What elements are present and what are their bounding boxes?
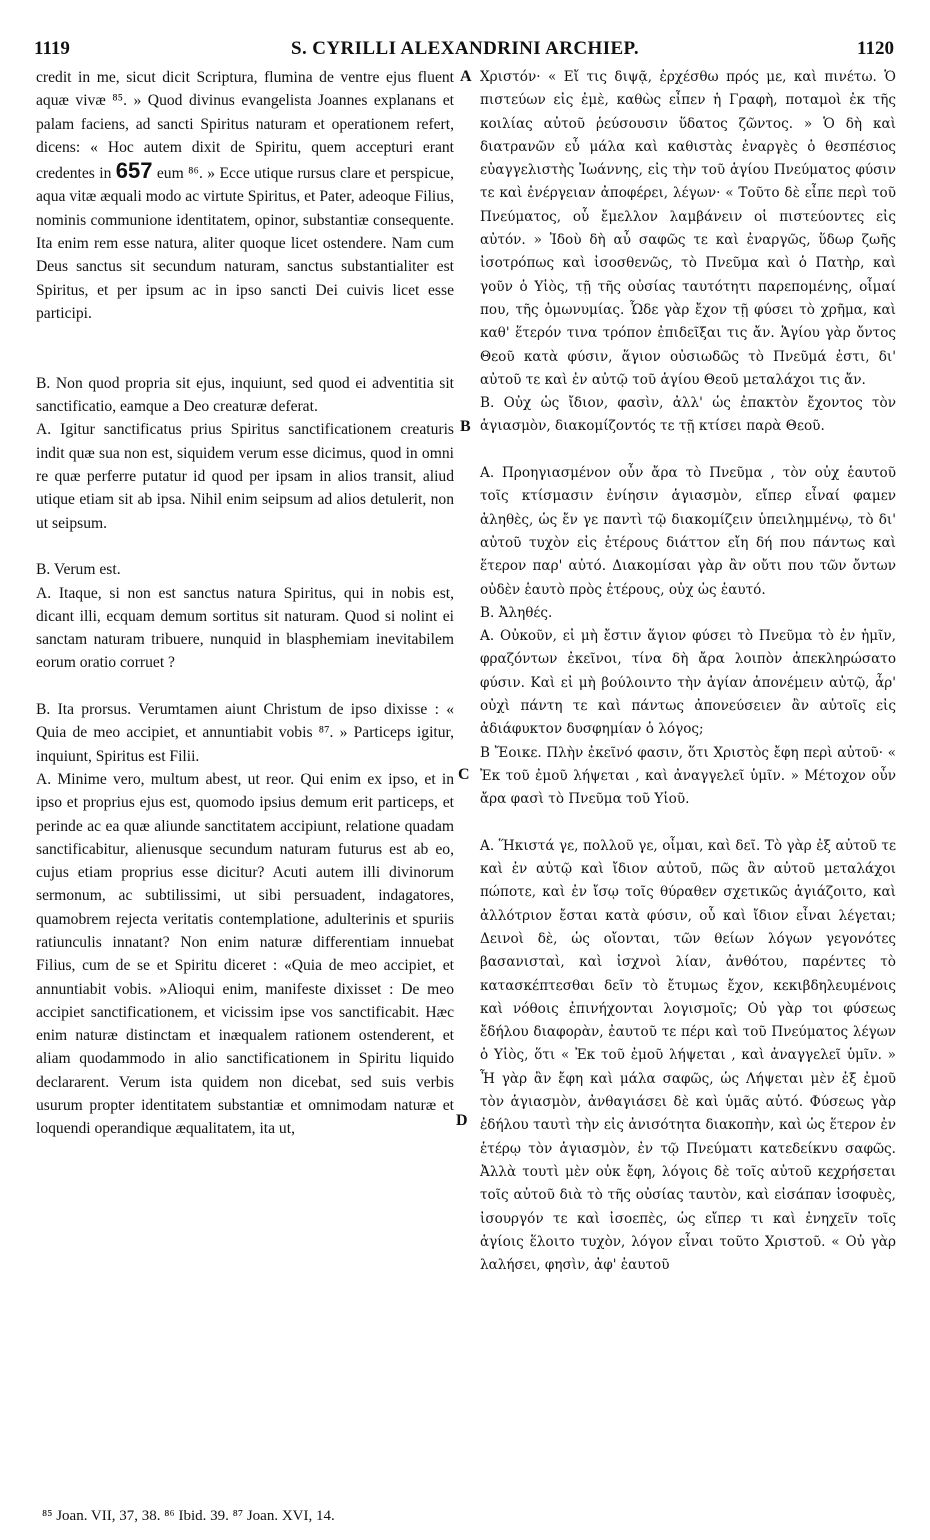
latin-paragraph-2: B. Non quod propria sit ejus, inquiunt, sed quod ei adventitia sit sanctificatio, eamque a Deo creaturæ deferat.: [36, 374, 454, 416]
greek-column: [480, 66, 896, 1277]
spacer: [480, 439, 896, 462]
margin-letter-a: A: [460, 68, 472, 85]
spacer: [36, 325, 454, 372]
latin-column: [36, 66, 454, 1141]
latin-paragraph-4: B. Verum est.: [36, 561, 121, 579]
page-number-left: 1119: [34, 38, 70, 59]
page-number-right: 1120: [857, 38, 894, 59]
greek-paragraph-5: Α. Οὐκοῦν, εἰ μὴ ἔστιν ἅγιον φύσει τὸ Πνεῦμα τὸ ἐν ἡμῖν, φραζόντων ἐκεῖνοι, τίνα δὴ ἄρα λοιπὸν ἀπεκληρώσατο φύσιν. Καὶ εἰ μὴ βούλοιντο τὴν ἁγίαν ἀπονέμειν αὐτῷ, ἆρ' οὐχὶ πάντη τε καὶ πάντως ἀπονεύσειεν ἂν αὐτοῖς εἰς ἀδιάφυκτον δυσφημίαν ὁ λόγος;: [480, 628, 896, 738]
latin-paragraph-1-start: credit in me, sicut dicit Scriptura, flumina de ventre ejus fluent aquæ vivæ ⁸⁵. » Quod divinus evangelista Joannes explanans et palam faciens, ad sancti Spiritus naturam et operationem refert, dicens: « Hoc autem dixit de Spiritu, quem accepturi erant credentes in: [36, 69, 454, 183]
spacer: [480, 812, 896, 835]
footnotes: ⁸⁵ Joan. VII, 37, 38. ⁸⁶ Ibid. 39. ⁸⁷ Joan. XVI, 14.: [42, 1508, 335, 1524]
latin-paragraph-1: [36, 66, 454, 325]
page-header: [0, 0, 930, 60]
margin-letter-c: C: [458, 766, 470, 783]
greek-paragraph-3: Α. Προηγιασμένον οὖν ἄρα τὸ Πνεῦμα , τὸν οὐχ ἑαυτοῦ τοῖς κτίσμασιν ἐνίησιν ἁγιασμὸν, εἴπερ εἶναί φαμεν ἀληθὲς, ὡς ἔν γε παντὶ τῷ διακομίζειν ὑπειλημμένῳ, τὸ δι' αὐτοῦ τυχὸν εἰς ἑτέρους διάττον εἴη δή που πάντως καὶ ἕτερον παρ' αὐτό. Διακομίσαι γὰρ ἂν οὔτι που τῶν ὄντων οὐδὲν ἑαυτὸ πρὸς ἑτέρους, οὐχ ὡς ἑαυτό.: [480, 465, 896, 598]
latin-paragraph-3: A. Igitur sanctificatus prius Spiritus sanctificationem creaturis indit quæ sua non est, siquidem verum esse dicimus, quod in omni re quæ perferre putatur id quod per ipsam in alios transit, aliud utique etiam sit ab ipsa. Nihil enim seipsum ad alios detulerit, non ut seipsum.: [36, 421, 454, 532]
greek-paragraph-7: Α. Ἥκιστά γε, πολλοῦ γε, οἶμαι, καὶ δεῖ. Τὸ γὰρ ἐξ αὐτοῦ τε καὶ ἐν αὐτῷ καὶ ἴδιον αὐτοῦ, πῶς ἂν αὐτοῦ μεταλάχοι πώποτε, καὶ ἐν ἴσῳ τοῖς θύραθεν σχετικῶς ἁγιάζοιτο, καὶ ἀλλότριον ἔσται κατὰ φύσιν, οὗ καὶ ἴδιον εἶναι λέγεται; Δεινοὶ δὲ, ὡς οἴονται, τῶν θείων λόγων γεγονότες βασανισταὶ, καὶ ἰσχνοὶ λίαν, ἀνθότου, παρέντες τὸ κατασκέπτεσθαι δεῖν τὸ ἔτυμως ἔχον, κεκιβδηλευμένοις καὶ νόθοις ἐπινήχονται λογισμοῖς; Οὐ γὰρ τοι φύσεως ἔδήλου διαφορὰν, ἐαυτοῦ τε πέρι καὶ τοῦ Πνεύματος λέγων ὁ Υἱὸς, ὅτι « Ἐκ τοῦ ἐμοῦ λήψεται , καὶ ἀναγγελεῖ ὑμῖν. » Ἦ γὰρ ἂν ἔφη καὶ μάλα σαφῶς, ὡς Λήψεται μὲν ἐξ ἐμοῦ τὸν ἁγιασμὸν, ἀνθαγιάσει δὲ καὶ ὑμᾶς αὐτό. Φύσεως γὰρ ἐδήλου ταυτὶ τὴν εἰς ἀνισότητα διακοπὴν, καὶ ὡς ἕτερον ἐν ἑτέρῳ τὸν ἁγιασμὸν, ἐν τῷ Πνεύματι κατεδείκνυ σαφῶς. Ἀλλὰ τουτὶ μὲν οὐκ ἔφη, λόγοις δὲ τοῖς αὐτοῦ κεχρήσεται τοῖς αὐτοῦ διὰ τὸ τῆς οὐσίας ταυτὸν, καὶ εἰσάπαν ἰσοφυὲς, ἰσουργόν τε καὶ ἰσοεπὲς, ὡς εἴπερ τι καὶ ἐνηχεῖν τοῖς ἁγίοις ἕλοιτο τυχὸν, λόγον εἶναι τοῦτο Χριστοῦ. « Οὐ γὰρ λαλήσει, φησὶν, ἀφ' ἑαυτοῦ: [480, 837, 896, 1274]
margin-letter-b: B: [460, 418, 471, 435]
spacer: [36, 675, 454, 698]
latin-paragraph-7: A. Minime vero, multum abest, ut reor. Qui enim ex ipso, et in ipso et proprius ejus est, quomodo ipsius demum erit particeps, et perinde ac ea quæ aliunde sanctitatem accipiunt, relatione quadam sanctificabitur, alienusque secundum naturam futurus est ab eo, cujus etiam proprius esse dicitur? Acuti autem illi divinorum sermonum, ac subtilissimi, ut sibi persuadent, indagatores, quamobrem rejecta veritatis contemplatione, adulterinis et spuriis ratiunculis innatant? Non enim naturæ differentiam innuebat Filius, cum de se et Spiritu diceret : «Quia de meo accipiet, et annuntiabit vobis. »Alioqui enim, manifeste dixisset : De meo accipiet sanctificationem, et vicissim ipse vos sanctificabit. Hæc enim naturæ distinctam et inæqualem rationem ostenderent, et aliam quodammodo in alio sanctificationem in Spiritu liquido declararent. Verum ista quidem non dicebat, sed suis verbis usurum propter identitatem substantiæ et omnimodam naturæ et loquendi operandique æqualitatem, ita ut,: [36, 770, 454, 1138]
greek-paragraph-2: Β. Οὐχ ὡς ἴδιον, φασὶν, ἀλλ' ὡς ἐπακτὸν ἔχοντος τὸν ἁγιασμὸν, διακομίζοντός τε τῇ κτίσει παρὰ Θεοῦ.: [480, 395, 896, 435]
latin-paragraph-1-end: eum ⁸⁶. » Ecce utique rursus clare et perspicue, aqua vitæ æquali modo ac virtute Spiritus, et Pater, adeoque Filius, nominis communione identitatem, opinor, substantiæ consequente. Ita enim rem esse natura, aliter quoque licet ostendere. Nam cum Deus sanctus sit secundum naturam, sanctus substantialiter est Spiritus, et per ipsum ac in ipso sancti Dei cuivis licet esse participi.: [36, 165, 454, 322]
latin-paragraph-6: B. Ita prorsus. Verumtamen aiunt Christum de ipso dixisse : « Quia de meo accipiet, et annuntiabit vobis ⁸⁷. » Particeps igitur, inquiunt, Spiritus est Filii.: [36, 701, 454, 765]
running-title: S. CYRILLI ALEXANDRINI ARCHIEP.: [291, 38, 639, 59]
margin-letter-d: D: [456, 1112, 468, 1129]
spacer: [36, 535, 454, 558]
migne-page-number: 657: [115, 158, 153, 184]
latin-paragraph-5: A. Itaque, si non est sanctus natura Spiritus, qui in nobis est, dicant illi, ecquam demum sortitus sit naturam. Quod si nolint ei sanctam naturam tribuere, nunquid in blasphemiam inevitabilem eorum oratio corruet ?: [36, 584, 454, 672]
greek-paragraph-6: Β Ἔοικε. Πλὴν ἐκεῖνό φασιν, ὅτι Χριστὸς ἔφη περὶ αὐτοῦ· « Ἐκ τοῦ ἐμοῦ λήψεται , καὶ ἀναγγελεῖ ὑμῖν. » Μέτοχον οὖν ἄρα φασὶ τὸ Πνεῦμα τοῦ Υἱοῦ.: [480, 744, 896, 808]
greek-paragraph-1: Χριστόν· « Εἴ τις διψᾷ, ἐρχέσθω πρός με, καὶ πινέτω. Ὁ πιστεύων εἰς ἐμὲ, καθὼς εἶπεν ἡ Γραφὴ, ποταμοὶ ἐκ τῆς κοιλίας αὐτοῦ ῥεύσουσιν ὕδατος ζῶντος. » Ὁ δὴ καὶ διατρανῶν εὖ μάλα καὶ καθιστὰς ἐναργὲς ὁ θεσπέσιος εὐαγγελιστὴς Ἰωάννης, εἰς τὴν τοῦ ἁγίου Πνεύματος φύσιν τε καὶ ἐνέργειαν ἀποφέρει, λέγων· « Τοῦτο δὲ εἶπε περὶ τοῦ Πνεύματος, οὗ ἔμελλον λαμβάνειν οἱ πιστεύοντες εἰς αὐτόν. » Ἰδοὺ δὴ αὖ σαφῶς τε καὶ ἐναργῶς, ὕδωρ ζωῆς ἰσοτρόπως καὶ ἰσοσθενῶς, τὸ Πνεῦμα καὶ ὁ Πατὴρ, καὶ γοῦν ὁ Υἱὸς, τῇ τῆς οὐσίας ταυτότητι παρεπομένης, οἶμαί που, τῆς ὁμωνυμίας. Ὧδε γὰρ ἔχον τῇ φύσει τὸ χρῆμα, καὶ καθ' ἕτερόν τινα τρόπον ἐπιδεῖξαι τις ἄν. Ἁγίου γὰρ ὄντος Θεοῦ κατὰ φύσιν, ἅγιον οὐσιωδῶς τὸ Πνεῦμά ἐστι, δι' αὐτοῦ τε καὶ ἐν αὐτῷ τοῦ ἁγίου Θεοῦ μεταλάχοι τις ἄν.: [480, 69, 896, 388]
greek-paragraph-4: Β. Ἀληθές.: [480, 604, 553, 621]
